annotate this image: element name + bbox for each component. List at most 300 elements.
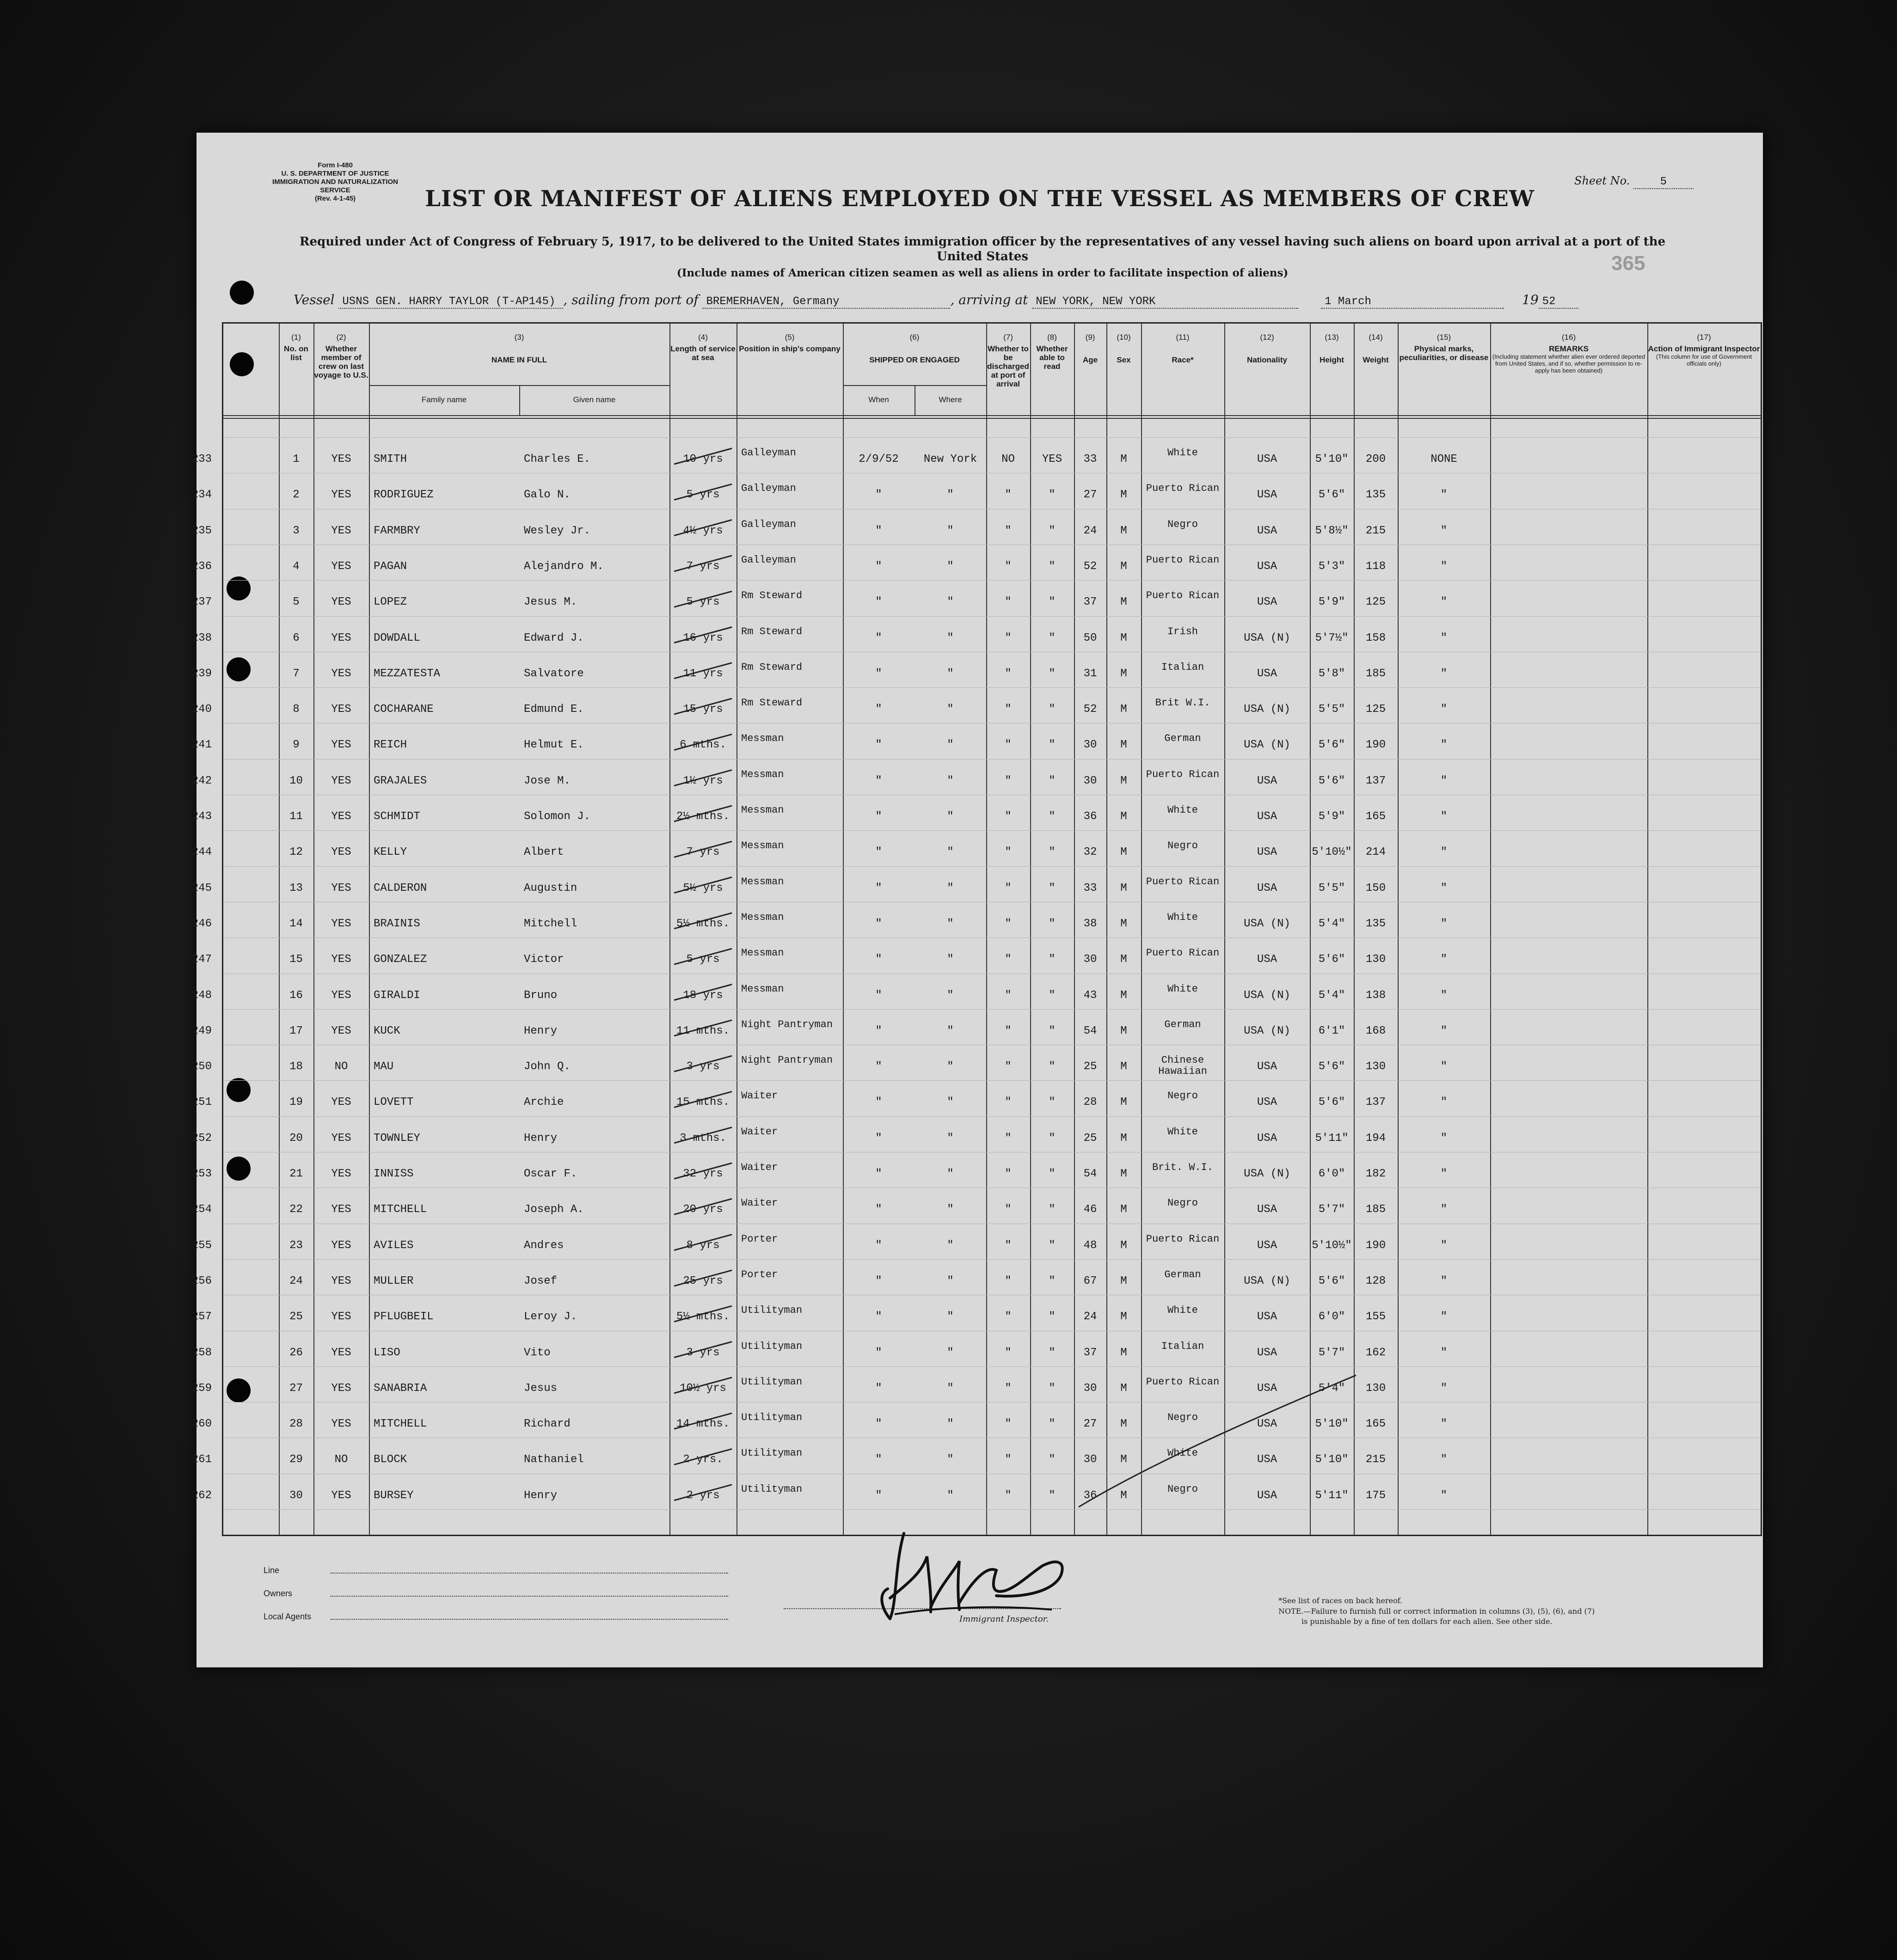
- cell-race: White: [1167, 1305, 1198, 1317]
- cell-height: 5'10½": [1312, 846, 1352, 859]
- col9-number: (9): [1085, 333, 1095, 342]
- cell-family-name: INNISS: [374, 1168, 414, 1180]
- port-to: NEW YORK, NEW YORK: [1032, 295, 1298, 309]
- cell-position: Utilityman: [741, 1305, 803, 1317]
- cell-shipped-when: ": [875, 882, 882, 894]
- footer-line-field: [331, 1573, 728, 1574]
- cell-height: 5'11": [1315, 1489, 1349, 1502]
- cell-shipped-when: ": [875, 489, 882, 502]
- cell-family-name: FARMBRY: [374, 524, 420, 537]
- cell-family-name: MITCHELL: [374, 1418, 427, 1431]
- col3-number: (3): [514, 333, 524, 342]
- cell-sex: M: [1120, 1346, 1127, 1359]
- cell-able-to-read: ": [1049, 1453, 1056, 1466]
- cell-shipped-where: ": [947, 989, 954, 1002]
- cell-age: 54: [1083, 1168, 1097, 1180]
- cell-age: 25: [1083, 1132, 1097, 1145]
- race-footnote: *See list of races on back hereof.: [1278, 1596, 1403, 1605]
- cell-age: 50: [1083, 631, 1097, 644]
- cell-shipped-where: ": [947, 1453, 954, 1466]
- cell-physical-marks: ": [1440, 917, 1448, 930]
- cell-nationality: USA: [1257, 596, 1277, 609]
- form-service: IMMIGRATION AND NATURALIZATION SERVICE: [272, 178, 398, 194]
- cell-weight: 182: [1365, 1168, 1386, 1180]
- cell-length-of-service: 11 mths.: [676, 1024, 730, 1037]
- cell-height: 5'10": [1315, 1418, 1349, 1431]
- cell-shipped-where: ": [947, 631, 954, 644]
- cell-sex: M: [1120, 810, 1127, 823]
- cell-length-of-service: 25 yrs: [683, 1274, 723, 1287]
- cell-previous-voyage: YES: [331, 882, 351, 894]
- margin-line-number: 245: [191, 882, 212, 894]
- cell-physical-marks: ": [1440, 1132, 1448, 1145]
- col14-number: (14): [1369, 333, 1383, 342]
- cell-length-of-service: 7 yrs: [686, 846, 720, 859]
- cell-position: Messman: [741, 983, 784, 995]
- cell-able-to-read: ": [1049, 953, 1056, 966]
- cell-weight: 137: [1365, 1096, 1386, 1109]
- vessel-name: USNS GEN. HARRY TAYLOR (T-AP145): [338, 295, 563, 309]
- cell-race: German: [1164, 733, 1201, 745]
- cell-family-name: LISO: [374, 1346, 400, 1359]
- cell-given-name: Solomon J.: [524, 810, 591, 823]
- cell-previous-voyage: YES: [331, 989, 351, 1002]
- cell-nationality: USA: [1257, 524, 1277, 537]
- cell-race: Puerto Rican: [1146, 483, 1220, 495]
- cell-able-to-read: ": [1049, 989, 1056, 1002]
- cell-shipped-when: ": [875, 1096, 882, 1109]
- cell-length-of-service: 8 yrs: [686, 1239, 720, 1252]
- cell-physical-marks: ": [1440, 882, 1448, 894]
- margin-line-number: 237: [191, 596, 212, 609]
- cell-sex: M: [1120, 703, 1127, 716]
- cell-shipped-where: New York: [923, 453, 977, 466]
- cell-weight: 168: [1365, 1024, 1386, 1037]
- cell-previous-voyage: YES: [331, 1489, 351, 1502]
- cell-length-of-service: 4½ yrs: [683, 524, 723, 537]
- cell-no: 8: [293, 703, 300, 716]
- row-divider: [223, 1116, 1761, 1117]
- cell-no: 28: [289, 1418, 303, 1431]
- cell-family-name: CALDERON: [374, 882, 427, 894]
- cell-shipped-when: ": [875, 596, 882, 609]
- cell-length-of-service: 10½ yrs: [680, 1382, 726, 1395]
- margin-line-number: 238: [191, 631, 212, 644]
- cell-previous-voyage: NO: [334, 1060, 348, 1073]
- cell-age: 30: [1083, 1382, 1097, 1395]
- cell-height: 6'0": [1318, 1311, 1345, 1323]
- form-department: U. S. DEPARTMENT OF JUSTICE: [281, 170, 389, 178]
- cell-family-name: KUCK: [374, 1024, 400, 1037]
- cell-able-to-read: ": [1049, 739, 1056, 752]
- cell-able-to-read: ": [1049, 1060, 1056, 1073]
- cell-shipped-where: ": [947, 667, 954, 680]
- col13-number: (13): [1325, 333, 1339, 342]
- cell-length-of-service: 5 yrs: [686, 953, 720, 966]
- cell-discharged: NO: [1001, 453, 1015, 466]
- cell-family-name: COCHARANE: [374, 703, 434, 716]
- cell-previous-voyage: YES: [331, 1024, 351, 1037]
- cell-shipped-where: ": [947, 1203, 954, 1216]
- cell-sex: M: [1120, 667, 1127, 680]
- cell-shipped-when: ": [875, 810, 882, 823]
- cell-previous-voyage: YES: [331, 1096, 351, 1109]
- cell-nationality: USA: [1257, 489, 1277, 502]
- cell-nationality: USA: [1257, 1346, 1277, 1359]
- cell-sex: M: [1120, 1418, 1127, 1431]
- cell-physical-marks: ": [1440, 846, 1448, 859]
- cell-given-name: Jesus M.: [524, 596, 577, 609]
- cell-position: Waiter: [741, 1126, 778, 1138]
- cell-shipped-where: ": [947, 1382, 954, 1395]
- cell-discharged: ": [1005, 489, 1012, 502]
- cell-shipped-when: ": [875, 560, 882, 573]
- cell-age: 30: [1083, 1453, 1097, 1466]
- cell-height: 5'5": [1318, 703, 1345, 716]
- cell-weight: 214: [1365, 846, 1386, 859]
- cell-length-of-service: 2 yrs: [686, 1489, 720, 1502]
- margin-line-number: 241: [191, 739, 212, 752]
- cell-nationality: USA: [1257, 1060, 1277, 1073]
- cell-able-to-read: ": [1049, 1346, 1056, 1359]
- cell-physical-marks: ": [1440, 1311, 1448, 1323]
- cell-age: 52: [1083, 703, 1097, 716]
- cell-length-of-service: 16 yrs: [683, 631, 723, 644]
- cell-height: 5'6": [1318, 489, 1345, 502]
- cell-position: Rm Steward: [741, 590, 803, 602]
- col16-number: (16): [1561, 333, 1576, 342]
- cell-nationality: USA (N): [1244, 1024, 1290, 1037]
- cell-race: White: [1167, 1447, 1198, 1459]
- cell-weight: 155: [1365, 1311, 1386, 1323]
- margin-line-number: 253: [191, 1168, 212, 1180]
- cell-weight: 118: [1365, 560, 1386, 573]
- cell-physical-marks: ": [1440, 1418, 1448, 1431]
- cell-race: Italian: [1161, 1340, 1204, 1352]
- cell-physical-marks: ": [1440, 953, 1448, 966]
- cell-height: 5'11": [1315, 1132, 1349, 1145]
- col15-number: (15): [1437, 333, 1451, 342]
- cell-position: Galleyman: [741, 518, 796, 530]
- cell-age: 24: [1083, 524, 1097, 537]
- cell-age: 30: [1083, 774, 1097, 787]
- cell-position: Waiter: [741, 1197, 778, 1209]
- cell-sex: M: [1120, 739, 1127, 752]
- cell-sex: M: [1120, 524, 1127, 537]
- cell-physical-marks: ": [1440, 631, 1448, 644]
- col8-number: (8): [1047, 333, 1057, 342]
- cell-height: 5'6": [1318, 1060, 1345, 1073]
- col7-number: (7): [1003, 333, 1013, 342]
- cell-position: Galleyman: [741, 483, 796, 495]
- row-divider: [223, 1009, 1761, 1010]
- cell-position: Messman: [741, 804, 784, 816]
- cell-shipped-where: ": [947, 1346, 954, 1359]
- cell-shipped-when: ": [875, 1453, 882, 1466]
- cell-physical-marks: ": [1440, 1453, 1448, 1466]
- vessel-label: Vessel: [294, 292, 335, 307]
- cell-previous-voyage: YES: [331, 1274, 351, 1287]
- page-title: LIST OR MANIFEST OF ALIENS EMPLOYED ON THE VESSEL AS MEMBERS OF CREW: [425, 186, 1535, 212]
- margin-line-number: 258: [191, 1346, 212, 1359]
- cell-sex: M: [1120, 1096, 1127, 1109]
- cell-shipped-where: ": [947, 703, 954, 716]
- cell-shipped-when: ": [875, 703, 882, 716]
- cell-position: Rm Steward: [741, 697, 803, 709]
- cell-family-name: SCHMIDT: [374, 810, 420, 823]
- cell-given-name: Edward J.: [524, 631, 584, 644]
- cell-given-name: Jesus: [524, 1382, 558, 1395]
- cell-discharged: ": [1005, 989, 1012, 1002]
- cell-position: Utilityman: [741, 1412, 803, 1424]
- cell-race: Negro: [1167, 1412, 1198, 1424]
- cell-sex: M: [1120, 953, 1127, 966]
- inspector-signature: [876, 1515, 1070, 1630]
- cell-length-of-service: 5½ yrs: [683, 882, 723, 894]
- col-header-position: Position in ship's company: [739, 344, 841, 353]
- cell-discharged: ": [1005, 1489, 1012, 1502]
- cell-no: 30: [289, 1489, 303, 1502]
- cell-height: 5'9": [1318, 810, 1345, 823]
- cell-weight: 215: [1365, 1453, 1386, 1466]
- cell-given-name: Henry: [524, 1489, 558, 1502]
- cell-given-name: Henry: [524, 1024, 558, 1037]
- cell-shipped-when: ": [875, 1311, 882, 1323]
- cell-length-of-service: 5 yrs: [686, 596, 720, 609]
- cell-previous-voyage: YES: [331, 1418, 351, 1431]
- cell-no: 25: [289, 1311, 303, 1323]
- cell-nationality: USA (N): [1244, 703, 1290, 716]
- cell-height: 6'1": [1318, 1024, 1345, 1037]
- cell-given-name: Alejandro M.: [524, 560, 604, 573]
- cell-age: 32: [1083, 846, 1097, 859]
- cell-sex: M: [1120, 1382, 1127, 1395]
- cell-height: 5'9": [1318, 596, 1345, 609]
- cell-height: 5'4": [1318, 917, 1345, 930]
- margin-line-number: 262: [191, 1489, 212, 1502]
- col-header-length-of-service: Length of service at sea: [670, 344, 736, 362]
- cell-position: Utilityman: [741, 1447, 803, 1459]
- cell-length-of-service: 6 mths.: [680, 739, 726, 752]
- cell-nationality: USA: [1257, 774, 1277, 787]
- cell-length-of-service: 1½ yrs: [683, 774, 723, 787]
- cell-family-name: DOWDALL: [374, 631, 420, 644]
- cell-physical-marks: ": [1440, 1274, 1448, 1287]
- arriving-label: , arriving at: [950, 292, 1028, 307]
- margin-line-number: 256: [191, 1274, 212, 1287]
- margin-line-number: 233: [191, 453, 212, 466]
- cell-nationality: USA: [1257, 810, 1277, 823]
- cell-able-to-read: ": [1049, 1168, 1056, 1180]
- footer-owners-field: [331, 1596, 728, 1597]
- cell-physical-marks: ": [1440, 1203, 1448, 1216]
- cell-weight: 165: [1365, 810, 1386, 823]
- cell-height: 5'3": [1318, 560, 1345, 573]
- cell-physical-marks: ": [1440, 524, 1448, 537]
- cell-race: Brit W.I.: [1155, 697, 1210, 709]
- cell-race: White: [1167, 983, 1198, 995]
- cell-able-to-read: ": [1049, 1132, 1056, 1145]
- margin-line-number: 244: [191, 846, 212, 859]
- row-divider: [223, 1259, 1761, 1260]
- cell-no: 22: [289, 1203, 303, 1216]
- cell-shipped-where: ": [947, 1311, 954, 1323]
- cell-no: 20: [289, 1132, 303, 1145]
- cell-physical-marks: ": [1440, 989, 1448, 1002]
- cell-height: 5'8": [1318, 667, 1345, 680]
- cell-length-of-service: 2½ mths.: [676, 810, 730, 823]
- cell-nationality: USA: [1257, 846, 1277, 859]
- sheet-number-label: Sheet No.: [1574, 174, 1630, 187]
- cell-no: 18: [289, 1060, 303, 1073]
- cell-sex: M: [1120, 560, 1127, 573]
- col-header-no-on-list: No. on list: [284, 344, 308, 362]
- cell-given-name: Augustin: [524, 882, 577, 894]
- cell-position: Messman: [741, 876, 784, 888]
- cell-height: 5'5": [1318, 882, 1345, 894]
- cell-family-name: RODRIGUEZ: [374, 489, 434, 502]
- cell-position: Rm Steward: [741, 625, 803, 637]
- cell-length-of-service: 15 yrs: [683, 703, 723, 716]
- cell-shipped-when: ": [875, 1239, 882, 1252]
- row-divider: [223, 1366, 1761, 1367]
- cell-previous-voyage: YES: [331, 524, 351, 537]
- cell-weight: 128: [1365, 1274, 1386, 1287]
- cell-shipped-where: ": [947, 917, 954, 930]
- cell-previous-voyage: YES: [331, 1239, 351, 1252]
- cell-no: 15: [289, 953, 303, 966]
- cell-shipped-when: ": [875, 989, 882, 1002]
- cell-position: Waiter: [741, 1090, 778, 1102]
- col-header-previous-voyage: Whether member of crew on last voyage to U.S.: [314, 344, 368, 380]
- cell-nationality: USA: [1257, 1203, 1277, 1216]
- cell-shipped-when: ": [875, 1203, 882, 1216]
- cell-family-name: MAU: [374, 1060, 394, 1073]
- cell-shipped-when: 2/9/52: [859, 453, 899, 466]
- cell-discharged: ": [1005, 774, 1012, 787]
- cell-physical-marks: ": [1440, 774, 1448, 787]
- cell-age: 36: [1083, 810, 1097, 823]
- cell-length-of-service: 18 yrs: [683, 989, 723, 1002]
- manifest-sheet: [191, 133, 1763, 1667]
- cell-length-of-service: 3 yrs: [686, 1060, 720, 1073]
- cell-discharged: ": [1005, 1096, 1012, 1109]
- cell-shipped-when: ": [875, 1418, 882, 1431]
- cell-sex: M: [1120, 1453, 1127, 1466]
- col-header-age: Age: [1082, 355, 1098, 364]
- cell-position: Messman: [741, 947, 784, 959]
- cell-given-name: Galo N.: [524, 489, 571, 502]
- cell-discharged: ": [1005, 917, 1012, 930]
- cell-given-name: Archie: [524, 1096, 564, 1109]
- col-header-discharged: Whether to be discharged at port of arrival: [987, 344, 1029, 388]
- cell-position: Utilityman: [741, 1483, 803, 1495]
- cell-race: Negro: [1167, 1090, 1198, 1102]
- cell-family-name: MULLER: [374, 1274, 414, 1287]
- margin-line-number: 240: [191, 703, 212, 716]
- cell-family-name: GRAJALES: [374, 774, 427, 787]
- cell-height: 5'4": [1318, 1382, 1345, 1395]
- cell-race: Irish: [1167, 625, 1198, 637]
- cell-age: 36: [1083, 1489, 1097, 1502]
- cell-given-name: Vito: [524, 1346, 551, 1359]
- margin-line-number: 247: [191, 953, 212, 966]
- cell-position: Waiter: [741, 1162, 778, 1173]
- cell-length-of-service: 15 mths.: [676, 1096, 730, 1109]
- col-header-family-name: Family name: [421, 395, 467, 404]
- cell-length-of-service: 7 yrs: [686, 560, 720, 573]
- cell-weight: 190: [1365, 739, 1386, 752]
- cell-race: Puerto Rican: [1146, 947, 1220, 959]
- cell-discharged: ": [1005, 560, 1012, 573]
- cell-discharged: ": [1005, 1132, 1012, 1145]
- cell-race: Negro: [1167, 1197, 1198, 1209]
- cell-age: 24: [1083, 1311, 1097, 1323]
- cell-sex: M: [1120, 882, 1127, 894]
- col-header-weight: Weight: [1363, 355, 1389, 364]
- form-number: Form I-480: [318, 161, 353, 169]
- cell-sex: M: [1120, 1203, 1127, 1216]
- cell-previous-voyage: YES: [331, 774, 351, 787]
- cell-no: 29: [289, 1453, 303, 1466]
- margin-line-number: 259: [191, 1382, 212, 1395]
- cell-race: Puerto Rican: [1146, 590, 1220, 602]
- cell-no: 10: [289, 774, 303, 787]
- cell-position: Night Pantryman: [741, 1018, 833, 1030]
- cell-no: 1: [293, 453, 300, 466]
- margin-line-number: 249: [191, 1024, 212, 1037]
- cell-age: 46: [1083, 1203, 1097, 1216]
- cell-height: 5'7": [1318, 1346, 1345, 1359]
- cell-previous-voyage: YES: [331, 1168, 351, 1180]
- cell-family-name: LOPEZ: [374, 596, 407, 609]
- cell-shipped-when: ": [875, 1132, 882, 1145]
- cell-shipped-where: ": [947, 1489, 954, 1502]
- cell-shipped-when: ": [875, 739, 882, 752]
- cell-position: Messman: [741, 733, 784, 745]
- cell-shipped-when: ": [875, 917, 882, 930]
- cell-race: Puerto Rican: [1146, 554, 1220, 566]
- cell-given-name: Henry: [524, 1132, 558, 1145]
- cell-race: German: [1164, 1268, 1201, 1280]
- row-divider: [223, 866, 1761, 867]
- penalty-note-line-2: is punishable by a fine of ten dollars for each alien. See other side.: [1302, 1617, 1553, 1626]
- cell-nationality: USA (N): [1244, 631, 1290, 644]
- col-header-inspector-action: Action of Immigrant Inspector: [1648, 344, 1760, 353]
- cell-given-name: Helmut E.: [524, 739, 584, 752]
- cell-weight: 135: [1365, 489, 1386, 502]
- cell-family-name: SANABRIA: [374, 1382, 427, 1395]
- cell-family-name: MEZZATESTA: [374, 667, 441, 680]
- cell-no: 23: [289, 1239, 303, 1252]
- port-from: BREMERHAVEN, Germany: [702, 295, 950, 309]
- cell-family-name: GIRALDI: [374, 989, 420, 1002]
- row-divider: [223, 616, 1761, 617]
- cell-length-of-service: 11 yrs: [683, 667, 723, 680]
- cell-physical-marks: ": [1440, 703, 1448, 716]
- cell-height: 5'6": [1318, 774, 1345, 787]
- cell-discharged: ": [1005, 953, 1012, 966]
- inspector-label: Immigrant Inspector.: [959, 1614, 1049, 1624]
- footer-agents-field: [331, 1619, 728, 1620]
- cell-shipped-when: ": [875, 1168, 882, 1180]
- cell-discharged: ": [1005, 1311, 1012, 1323]
- cell-no: 6: [293, 631, 300, 644]
- cell-shipped-when: ": [875, 524, 882, 537]
- cell-position: Night Pantryman: [741, 1054, 833, 1066]
- cell-sex: M: [1120, 1060, 1127, 1073]
- cell-discharged: ": [1005, 1382, 1012, 1395]
